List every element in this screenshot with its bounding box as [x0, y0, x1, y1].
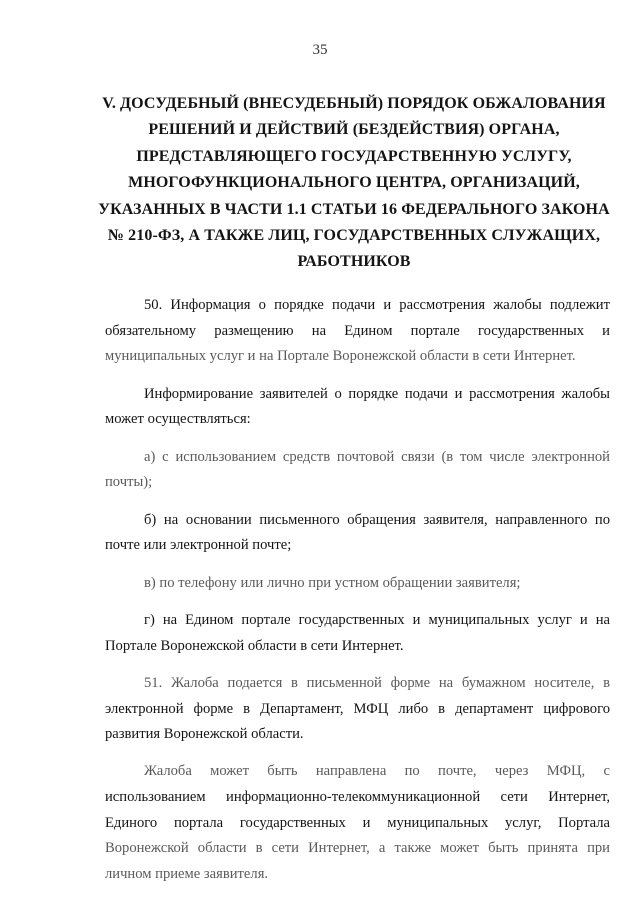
list-item-a: [105, 445, 610, 496]
section-heading: [98, 91, 610, 276]
page-number: 35: [312, 42, 328, 58]
text-line: Жалоба может быть направлена по почте, через МФЦ, с: [144, 763, 610, 780]
text-line: муниципальных услуг и на Портале Воронежской области в сети Интернет.: [105, 348, 576, 365]
heading-line: УКАЗАННЫХ В ЧАСТИ 1.1 СТАТЬИ 16 ФЕДЕРАЛЬНОГО ЗАКОНА: [98, 200, 610, 218]
text-line: Информирование заявителей о порядке подачи и рассмотрения жалобы: [144, 385, 610, 402]
list-item-b: [105, 508, 610, 559]
text-line: а) с использованием средств почтовой связи (в том числе электронной: [144, 448, 610, 465]
text-line: почте или электронной почте;: [105, 537, 292, 554]
text-line: б) на основании письменного обращения заявителя, направленного по: [144, 511, 610, 528]
body-text: [105, 293, 610, 899]
list-item-g: [105, 608, 610, 659]
heading-line: V. ДОСУДЕБНЫЙ (ВНЕСУДЕБНЫЙ) ПОРЯДОК ОБЖАЛОВАНИЯ: [102, 95, 606, 112]
text-line: обязательному размещению на Едином портале государственных и: [105, 322, 610, 339]
text-line: личном приеме заявителя.: [105, 865, 269, 882]
text-line: использованием информационно-телекоммуникационной сети Интернет,: [105, 789, 610, 806]
text-line: 51. Жалоба подается в письменной форме на бумажном носителе, в: [144, 674, 610, 691]
heading-line: ПРЕДСТАВЛЯЮЩЕГО ГОСУДАРСТВЕННУЮ УСЛУГУ,: [136, 147, 572, 165]
text-line: г) на Едином портале государственных и муниципальных услуг и на: [144, 611, 610, 628]
text-line: 50. Информация о порядке подачи и рассмотрения жалобы подлежит: [144, 297, 610, 313]
text-line: развития Воронежской области.: [105, 726, 304, 743]
text-line: почты);: [105, 474, 153, 491]
heading-line: МНОГОФУНКЦИОНАЛЬНОГО ЦЕНТРА, ОРГАНИЗАЦИЙ,: [128, 174, 580, 192]
heading-line: РЕШЕНИЙ И ДЕЙСТВИЙ (БЕЗДЕЙСТВИЯ) ОРГАНА,: [148, 121, 560, 139]
list-item-v: [105, 571, 610, 597]
text-line: Воронежской области в сети Интернет, а также может быть принята при: [105, 840, 610, 857]
heading-line: № 210-ФЗ, А ТАКЖЕ ЛИЦ, ГОСУДАРСТВЕННЫХ СЛУЖАЩИХ,: [107, 227, 601, 245]
text-line: в) по телефону или лично при устном обращении заявителя;: [144, 574, 521, 591]
paragraph-50: [105, 293, 610, 370]
text-line: Единого портала государственных и муниципальных услуг, Портала: [105, 814, 610, 831]
text-line: Портале Воронежской области в сети Интернет.: [105, 637, 404, 654]
paragraph-51: [105, 671, 610, 748]
text-line: может осуществляться:: [105, 411, 251, 428]
paragraph-complaint-channels: [105, 759, 610, 887]
paragraph-informing: [105, 382, 610, 433]
text-line: электронной форме в Департамент, МФЦ либо в департамент цифрового: [105, 700, 610, 717]
heading-line: РАБОТНИКОВ: [297, 253, 411, 271]
